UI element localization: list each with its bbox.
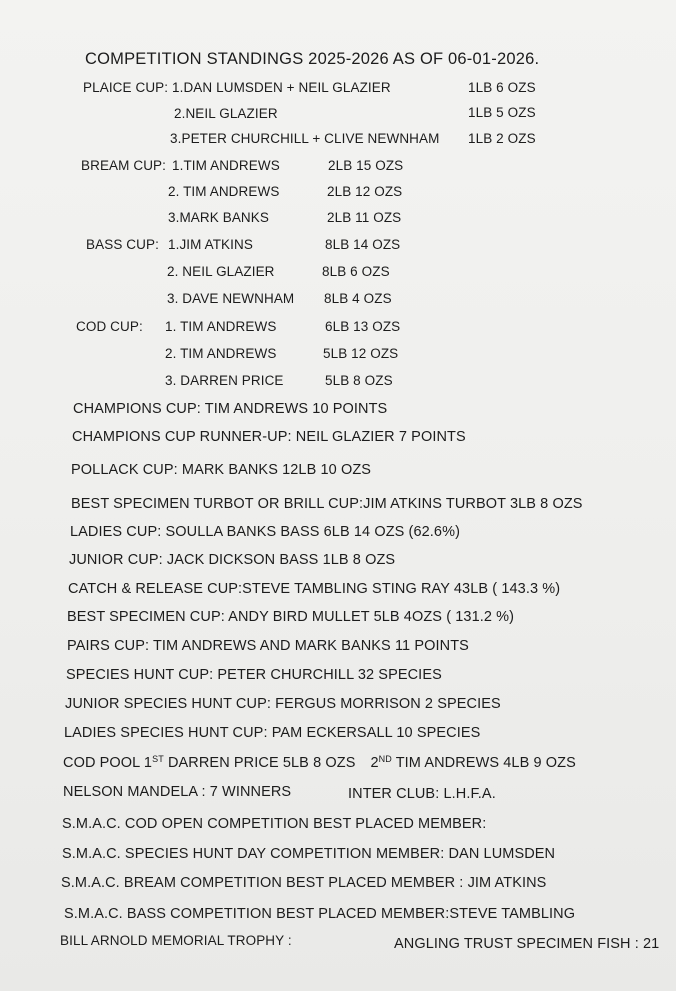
- inter-club-line: INTER CLUB: L.H.F.A.: [348, 786, 496, 802]
- cod-pool-second-num: 2: [370, 755, 379, 771]
- bass-r1-name: 1.JIM ATKINS: [168, 237, 253, 252]
- plaice-r1-name: 1.DAN LUMSDEN + NEIL GLAZIER: [172, 80, 391, 95]
- smac-bass-line: S.M.A.C. BASS COMPETITION BEST PLACED MEMBER:STEVE TAMBLING: [64, 906, 576, 922]
- bass-r3-weight: 8LB 4 OZS: [324, 291, 392, 306]
- champions-cup-line: CHAMPIONS CUP: TIM ANDREWS 10 POINTS: [73, 401, 388, 417]
- bream-cup-label: BREAM CUP:: [81, 158, 167, 173]
- plaice-r3-name: 3.PETER CHURCHILL + CLIVE NEWNHAM: [170, 131, 440, 146]
- bass-r1-weight: 8LB 14 OZS: [325, 237, 401, 252]
- angling-trust-line: ANGLING TRUST SPECIMEN FISH : 21: [394, 936, 660, 952]
- cod-r2-name: 2. TIM ANDREWS: [165, 346, 277, 361]
- bream-r1-weight: 2LB 15 OZS: [328, 158, 404, 173]
- bill-arnold-line: BILL ARNOLD MEMORIAL TROPHY :: [60, 933, 292, 948]
- best-specimen-cup-line: BEST SPECIMEN CUP: ANDY BIRD MULLET 5LB 4OZS ( 131.2 %): [67, 609, 515, 625]
- smac-species-day-line: S.M.A.C. SPECIES HUNT DAY COMPETITION MEMBER: DAN LUMSDEN: [62, 846, 556, 862]
- cod-r3-weight: 5LB 8 OZS: [325, 373, 393, 388]
- smac-cod-open-line: S.M.A.C. COD OPEN COMPETITION BEST PLACED MEMBER:: [62, 816, 487, 832]
- bream-r3-weight: 2LB 11 OZS: [327, 210, 402, 225]
- plaice-r1-weight: 1LB 6 OZS: [468, 80, 536, 95]
- pollack-cup-line: POLLACK CUP: MARK BANKS 12LB 10 OZS: [71, 462, 372, 478]
- cod-pool-first: DARREN PRICE 5LB 8 OZS: [163, 755, 356, 771]
- page-title: COMPETITION STANDINGS 2025-2026 AS OF 06-01-2026.: [85, 50, 540, 68]
- plaice-cup-label: PLAICE CUP:: [83, 80, 169, 95]
- catch-release-cup-line: CATCH & RELEASE CUP:STEVE TAMBLING STING RAY 43LB ( 143.3 %): [68, 581, 561, 597]
- second-suffix: ND: [378, 754, 392, 764]
- cod-cup-label: COD CUP:: [76, 319, 143, 334]
- ladies-species-hunt-line: LADIES SPECIES HUNT CUP: PAM ECKERSALL 10 SPECIES: [64, 725, 481, 741]
- cod-pool-second: TIM ANDREWS 4LB 9 OZS: [391, 755, 576, 771]
- smac-bream-line: S.M.A.C. BREAM COMPETITION BEST PLACED MEMBER : JIM ATKINS: [61, 875, 547, 891]
- first-suffix: ST: [152, 754, 164, 764]
- junior-cup-line: JUNIOR CUP: JACK DICKSON BASS 1LB 8 OZS: [69, 552, 396, 568]
- nelson-mandela-line: NELSON MANDELA : 7 WINNERS: [63, 784, 292, 800]
- pairs-cup-line: PAIRS CUP: TIM ANDREWS AND MARK BANKS 11 POINTS: [67, 638, 469, 654]
- champions-runner-up-line: CHAMPIONS CUP RUNNER-UP: NEIL GLAZIER 7 POINTS: [72, 429, 466, 445]
- bass-cup-label: BASS CUP:: [86, 237, 159, 252]
- ladies-cup-line: LADIES CUP: SOULLA BANKS BASS 6LB 14 OZS (62.6%): [70, 524, 461, 540]
- plaice-r3-weight: 1LB 2 OZS: [468, 131, 536, 146]
- cod-pool-line: [63, 754, 576, 772]
- plaice-r2-weight: 1LB 5 OZS: [468, 105, 536, 120]
- bass-r2-name: 2. NEIL GLAZIER: [167, 264, 275, 279]
- cod-r2-weight: 5LB 12 OZS: [323, 346, 399, 361]
- bass-r2-weight: 8LB 6 OZS: [322, 264, 390, 279]
- bream-r1-name: 1.TIM ANDREWS: [172, 158, 280, 173]
- plaice-r2-name: 2.NEIL GLAZIER: [174, 106, 278, 121]
- junior-species-hunt-line: JUNIOR SPECIES HUNT CUP: FERGUS MORRISON 2 SPECIES: [65, 696, 501, 712]
- species-hunt-cup-line: SPECIES HUNT CUP: PETER CHURCHILL 32 SPECIES: [66, 667, 442, 683]
- cod-r1-name: 1. TIM ANDREWS: [165, 319, 277, 334]
- turbot-brill-cup-line: BEST SPECIMEN TURBOT OR BRILL CUP:JIM ATKINS TURBOT 3LB 8 OZS: [71, 496, 583, 512]
- cod-r1-weight: 6LB 13 OZS: [325, 319, 401, 334]
- bream-r2-weight: 2LB 12 OZS: [327, 184, 403, 199]
- cod-r3-name: 3. DARREN PRICE: [165, 373, 284, 388]
- cod-pool-label: COD POOL 1: [63, 755, 153, 771]
- bream-r3-name: 3.MARK BANKS: [168, 210, 269, 225]
- bass-r3-name: 3. DAVE NEWNHAM: [167, 291, 295, 306]
- bream-r2-name: 2. TIM ANDREWS: [168, 184, 280, 199]
